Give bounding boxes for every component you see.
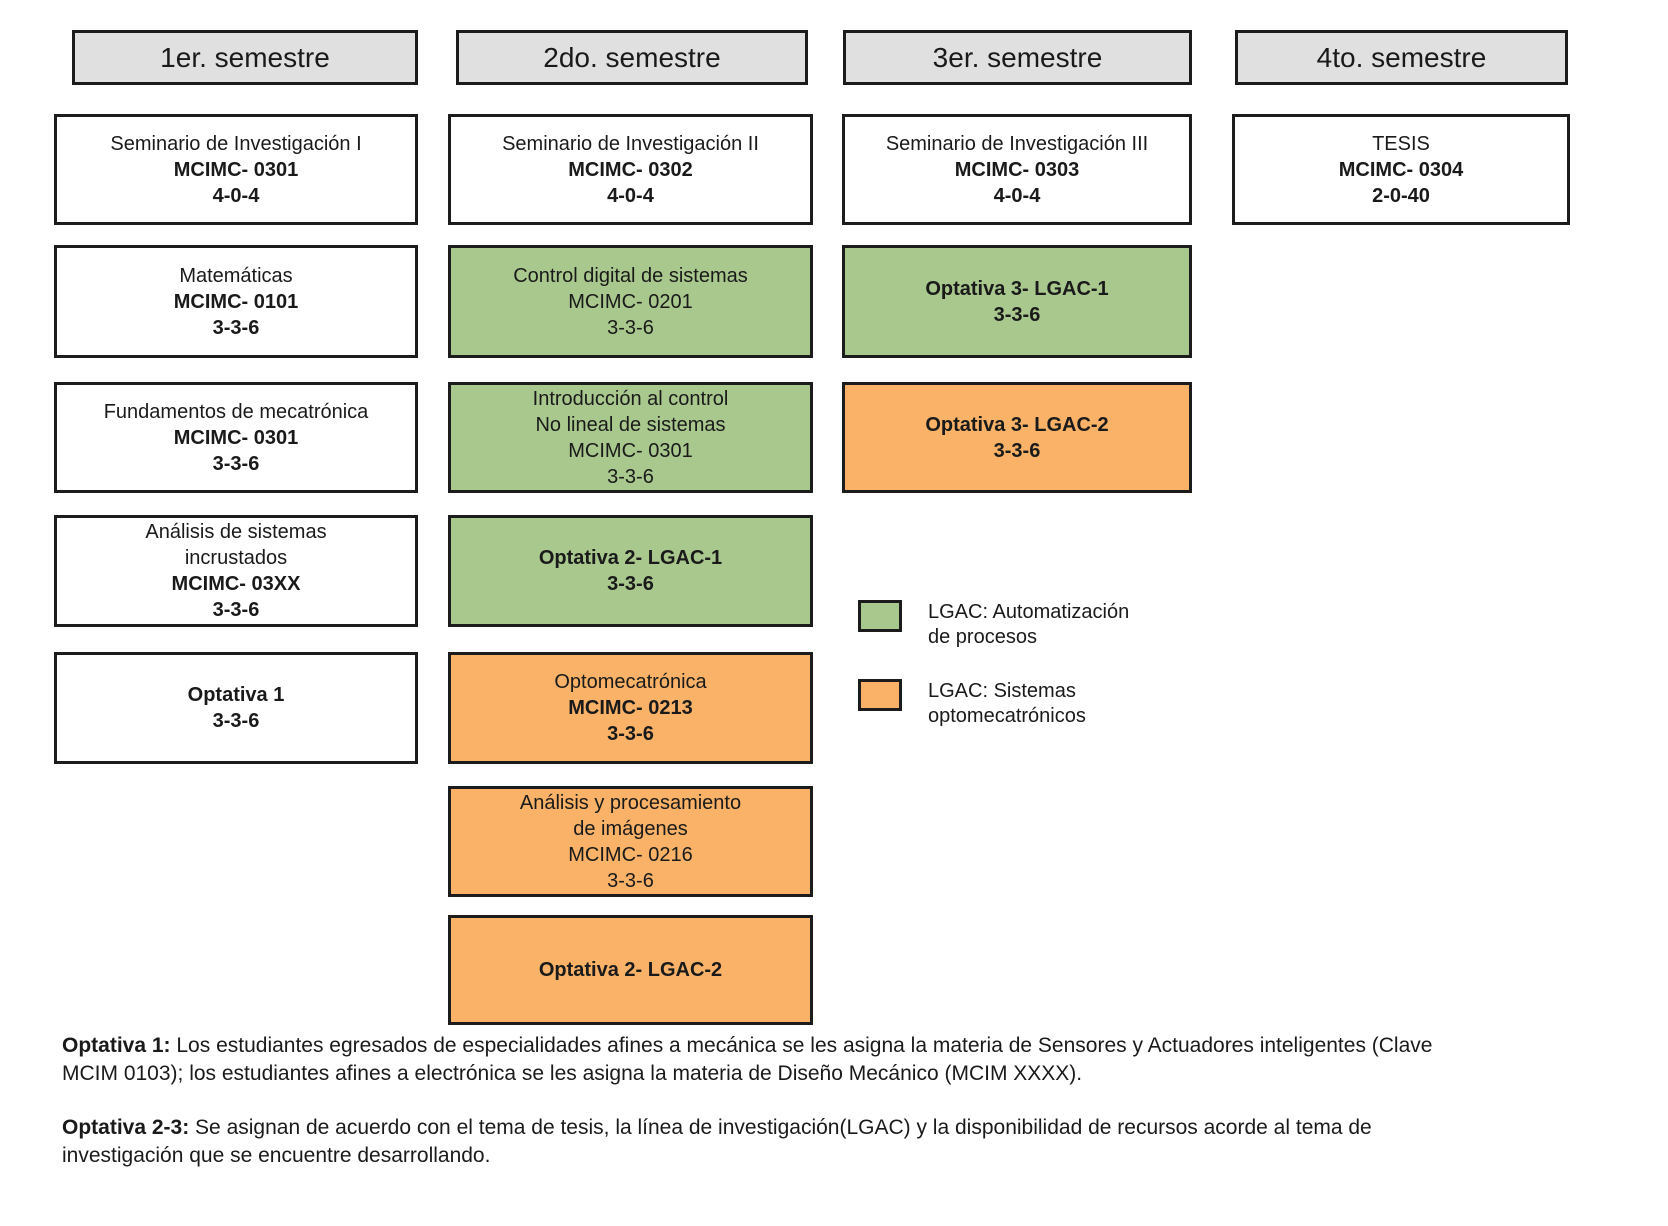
course-credits: 2-0-40 bbox=[1372, 184, 1430, 207]
course-code: MCIMC- 0302 bbox=[568, 158, 693, 181]
course-credits: 3-3-6 bbox=[212, 316, 260, 339]
course-name-line2: No lineal de sistemas bbox=[535, 413, 726, 436]
course-code: MCIMC- 0301 bbox=[173, 426, 299, 449]
note-label: Optativa 2-3: bbox=[62, 1116, 190, 1139]
course-optomecatronica bbox=[448, 652, 813, 764]
course-optativa-3-lgac-2 bbox=[842, 382, 1192, 493]
course-name: Optativa 2- LGAC-1 bbox=[538, 547, 723, 569]
legend bbox=[858, 600, 1129, 758]
legend-label-line2: de procesos bbox=[928, 626, 1037, 648]
course-code: MCIMC- 03XX bbox=[171, 573, 301, 595]
course-code: MCIMC- 0213 bbox=[568, 697, 693, 719]
semester-header-4-label: 4to. semestre bbox=[1316, 41, 1487, 73]
course-optativa-2-lgac-2 bbox=[448, 915, 813, 1025]
course-name: TESIS bbox=[1372, 132, 1430, 155]
legend-swatch-green bbox=[858, 600, 902, 632]
course-name: Introducción al control bbox=[532, 387, 729, 410]
course-credits: 3-3-6 bbox=[993, 303, 1041, 326]
semester-header-1 bbox=[72, 30, 418, 85]
course-credits: 3-3-6 bbox=[607, 316, 654, 339]
course-name: Optativa 3- LGAC-1 bbox=[925, 277, 1109, 300]
course-control-digital bbox=[448, 245, 813, 358]
course-seminario-investigacion-1 bbox=[54, 114, 418, 225]
legend-label-line1: LGAC: Sistemas bbox=[928, 680, 1076, 702]
course-name: Matemáticas bbox=[179, 264, 293, 287]
course-code: MCIMC- 0301 bbox=[173, 158, 299, 181]
course-credits: 3-3-6 bbox=[607, 723, 654, 745]
course-name: Optativa 1 bbox=[187, 684, 285, 706]
course-fundamentos-mecatronica bbox=[54, 382, 418, 493]
course-credits: 4-0-4 bbox=[212, 184, 260, 207]
course-code: MCIMC- 0216 bbox=[568, 843, 693, 866]
course-code: MCIMC- 0101 bbox=[173, 290, 299, 313]
course-name: Seminario de Investigación II bbox=[502, 132, 759, 155]
note-text: Los estudiantes egresados de especialidades afines a mecánica se les asigna la materia de Sensores y Actuadores inteligentes (Clave MCIM 0103); los estudiantes afines a electrónica se les asigna la materia de Diseño Mecánico (MCIM XXXX). bbox=[62, 1034, 1433, 1085]
course-code: MCIMC- 0301 bbox=[568, 439, 693, 462]
course-optativa-2-lgac-1 bbox=[448, 515, 813, 627]
legend-label-line2: optomecatrónicos bbox=[928, 705, 1086, 727]
course-name: Optativa 2- LGAC-2 bbox=[538, 959, 723, 981]
course-credits: 3-3-6 bbox=[607, 869, 654, 892]
note-text: Se asignan de acuerdo con el tema de tesis, la línea de investigación(LGAC) y la disponibilidad de recursos acorde al tema de investigación que se encuentre desarrollando. bbox=[62, 1116, 1372, 1167]
legend-label-line1: LGAC: Automatización bbox=[928, 601, 1130, 623]
footnotes bbox=[62, 1032, 1462, 1196]
course-analisis-procesamiento-imagenes bbox=[448, 786, 813, 897]
semester-header-3 bbox=[843, 30, 1192, 85]
semester-header-2 bbox=[456, 30, 808, 85]
course-name: Análisis y procesamiento bbox=[519, 791, 742, 814]
course-credits: 3-3-6 bbox=[993, 439, 1041, 462]
course-optativa-3-lgac-1 bbox=[842, 245, 1192, 358]
course-matematicas bbox=[54, 245, 418, 358]
semester-header-3-label: 3er. semestre bbox=[932, 41, 1103, 73]
course-credits: 3-3-6 bbox=[607, 573, 654, 595]
course-name: Análisis de sistemas bbox=[145, 521, 327, 543]
semester-header-1-label: 1er. semestre bbox=[160, 41, 330, 73]
course-credits: 4-0-4 bbox=[607, 184, 654, 207]
legend-item-optomecatronicos bbox=[858, 679, 1129, 729]
note-optativa-2-3 bbox=[62, 1114, 1462, 1170]
course-seminario-investigacion-3 bbox=[842, 114, 1192, 225]
note-label: Optativa 1: bbox=[62, 1034, 171, 1057]
course-code: MCIMC- 0304 bbox=[1338, 158, 1464, 181]
course-name-line2: incrustados bbox=[184, 547, 288, 569]
course-seminario-investigacion-2 bbox=[448, 114, 813, 225]
semester-header-4 bbox=[1235, 30, 1568, 85]
course-credits: 4-0-4 bbox=[993, 184, 1041, 207]
course-name: Optativa 3- LGAC-2 bbox=[925, 413, 1109, 436]
course-credits: 3-3-6 bbox=[212, 452, 260, 475]
course-credits: 3-3-6 bbox=[607, 465, 654, 488]
course-credits: 3-3-6 bbox=[212, 710, 260, 732]
legend-item-automatizacion bbox=[858, 600, 1129, 650]
course-name: Fundamentos de mecatrónica bbox=[103, 400, 369, 423]
course-name: Control digital de sistemas bbox=[513, 264, 748, 287]
semester-header-2-label: 2do. semestre bbox=[543, 41, 721, 73]
course-tesis bbox=[1232, 114, 1570, 225]
course-control-no-lineal bbox=[448, 382, 813, 493]
note-optativa-1 bbox=[62, 1032, 1462, 1088]
legend-swatch-orange bbox=[858, 679, 902, 711]
course-name-line2: de imágenes bbox=[573, 817, 688, 840]
course-name: Optomecatrónica bbox=[554, 671, 707, 693]
course-analisis-sistemas-incrustados bbox=[54, 515, 418, 627]
course-code: MCIMC- 0201 bbox=[568, 290, 693, 313]
course-name: Seminario de Investigación I bbox=[110, 132, 362, 155]
course-optativa-1 bbox=[54, 652, 418, 764]
course-credits: 3-3-6 bbox=[212, 599, 260, 621]
course-code: MCIMC- 0303 bbox=[954, 158, 1080, 181]
course-name: Seminario de Investigación III bbox=[885, 132, 1149, 155]
